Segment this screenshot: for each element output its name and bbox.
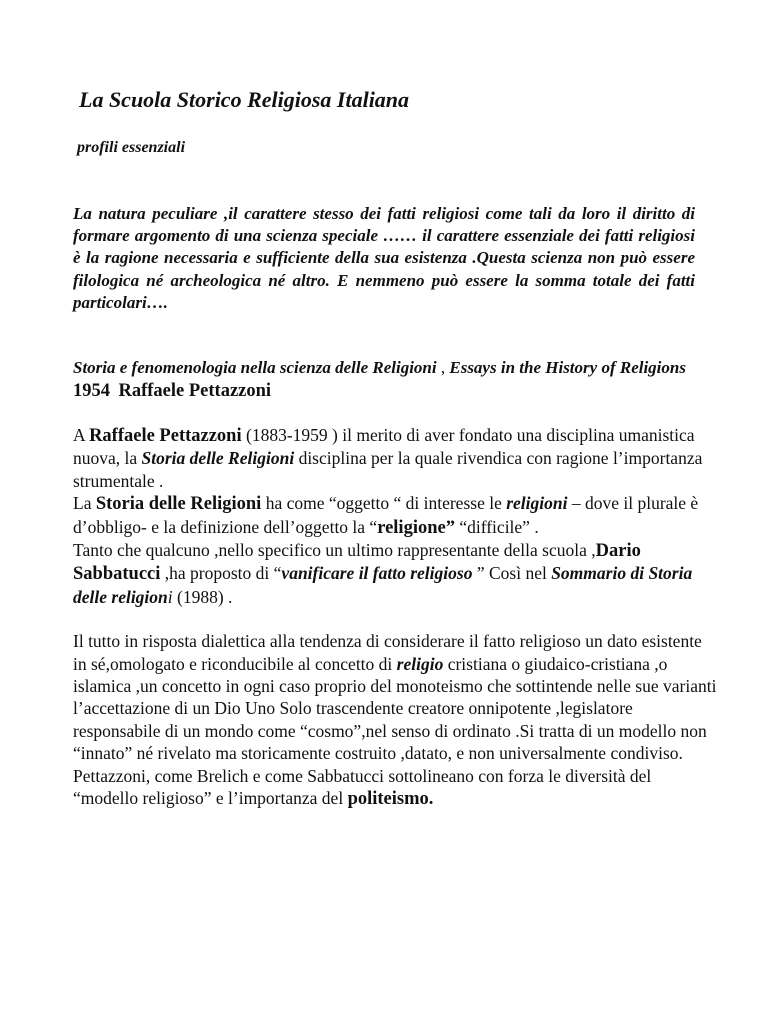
text-run: A <box>73 425 90 445</box>
citation-separator: , <box>436 358 450 377</box>
text-run: Tanto che qualcuno ,nello specifico un ultimo rappresentante della scuola , <box>73 540 596 561</box>
text-run: (1883-1959 ) il merito di aver fondato una disciplina umanistica nuova, la <box>73 425 695 469</box>
text-run: (1988) . <box>172 586 233 607</box>
term-religione: religione” <box>377 517 455 538</box>
paragraph-sabbatucci <box>73 539 718 608</box>
term-politeismo: politeismo. <box>347 789 434 810</box>
citation-collection: Essays in the History of Religions <box>449 358 686 377</box>
text-run: disciplina per la quale rivendica con ragione l’importanza strumentale . <box>73 448 703 491</box>
text-run: “difficile” . <box>454 516 539 537</box>
citation-author: Raffaele Pettazzoni <box>118 380 272 401</box>
paragraph-dialettica <box>73 630 718 764</box>
citation-work-title: Storia e fenomenologia nella scienza delle Religioni <box>73 358 437 377</box>
text-run: ” Così nel <box>472 563 552 584</box>
document-subtitle: profili essenziali <box>77 139 186 156</box>
name-sabbatucci: Dario Sabbatucci <box>73 541 641 585</box>
epigraph-citation <box>73 357 713 402</box>
citation-year: 1954 <box>73 380 110 401</box>
document-title: La Scuola Storico Religiosa Italiana <box>79 87 410 112</box>
text-run: – dove il plurale è d’obbligo- e la definizione dell’oggetto la “ <box>73 493 699 537</box>
term-religioni: religioni <box>506 493 568 514</box>
text-run: La <box>73 493 96 514</box>
paragraph-pettazzoni <box>73 424 718 492</box>
document-body <box>73 424 718 811</box>
paragraph-politeismo <box>73 765 718 811</box>
work-sommario-end: i <box>167 586 173 607</box>
name-pettazzoni: Raffaele Pettazzoni <box>89 426 242 446</box>
discipline-title: Storia delle Religioni <box>141 448 295 469</box>
term-religio: religio <box>396 653 444 674</box>
phrase-vanificare: vanificare il fatto religioso <box>281 563 473 584</box>
paragraph-oggetto <box>73 492 718 539</box>
work-sommario: Sommario di Storia delle religion <box>73 563 693 607</box>
text-run: Il tutto in risposta dialettica alla tendenza di considerare il fatto religioso un dato esistente in sé,omologato e riconducibile al concetto di <box>73 631 702 674</box>
text-run: ,ha proposto di “ <box>160 563 282 584</box>
text-run: cristiana o giudaico-cristiana ,o islamica ,un concetto in ogni caso proprio del monoteismo che sottintende nelle sue varianti l’accettazione di un Dio Uno Solo trascendente creatore onnipotente ,legislatore responsabile di un mondo come “cosmo”,nel senso di ordinato .Si tratta di un modello non “innato” né rivelato ma storicamente costruito ,datato, e non universalmente condiviso. <box>73 653 717 764</box>
text-run: Pettazzoni, come Brelich e come Sabbatucci sottolineano con forza le diversità del “modello religioso” e l’importanza del <box>73 765 652 809</box>
subject-title: Storia delle Religioni <box>95 494 262 515</box>
epigraph-quote: La natura peculiare ,il carattere stesso dei fatti religiosi come tali da loro il diritto di formare argomento di una scienza speciale …… il carattere essenziale dei fatti religiosi è la ragione necessaria e sufficiente della sua esistenza .Questa scienza non può essere filologica né archeologica né altro. E nemmeno può essere la somma totale dei fatti particolari…. <box>73 204 695 312</box>
paragraph-gap <box>73 608 718 630</box>
text-run: ha come “oggetto “ di interesse le <box>261 493 507 514</box>
